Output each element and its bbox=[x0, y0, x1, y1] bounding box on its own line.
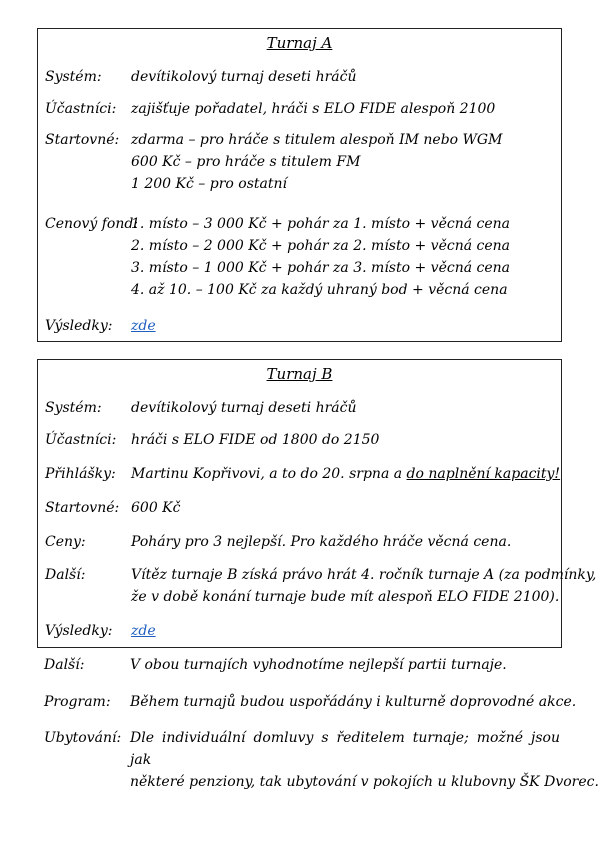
ceny-value: Poháry pro 3 nejlepší. Pro každého hráče věcná cena. bbox=[131, 534, 512, 550]
program-label: Program: bbox=[44, 694, 111, 710]
vysledky-link[interactable]: zde bbox=[131, 318, 156, 334]
ceny-label: Ceny: bbox=[45, 534, 86, 550]
dalsi-line: Vítěz turnaje B získá právo hrát 4. ročník turnaje A (za podmínky, bbox=[131, 567, 597, 583]
vysledky-label: Výsledky: bbox=[45, 318, 113, 334]
system-value: devítikolový turnaj deseti hráčů bbox=[131, 69, 357, 85]
system-label: Systém: bbox=[45, 69, 102, 85]
prihlasky-value bbox=[131, 466, 561, 482]
cenovy-fond-label: Cenový fond: bbox=[45, 216, 139, 232]
startovne-lines bbox=[131, 129, 556, 195]
startovne-label: Startovné: bbox=[45, 132, 120, 148]
program-value: Během turnajů budou uspořádány i kulturně doprovodné akce. bbox=[130, 694, 577, 710]
dalsi-value: V obou turnajích vyhodnotíme nejlepší partii turnaje. bbox=[130, 657, 507, 673]
cenovy-fond-line: 3. místo – 1 000 Kč + pohár za 3. místo + věcná cena bbox=[131, 260, 510, 276]
prihlasky-capacity-note: do naplnění kapacity! bbox=[406, 466, 561, 482]
startovne-line: 600 Kč – pro hráče s titulem FM bbox=[131, 154, 361, 170]
ucastnici-value: hráči s ELO FIDE od 1800 do 2150 bbox=[131, 432, 380, 448]
prihlasky-text: Martinu Kopřivovi, a to do 20. srpna a bbox=[131, 466, 407, 482]
ucastnici-value: zajišťuje pořadatel, hráči s ELO FIDE alespoň 2100 bbox=[131, 101, 496, 117]
system-label: Systém: bbox=[45, 400, 102, 416]
cenovy-fond-line: 4. až 10. – 100 Kč za každý uhraný bod + věcná cena bbox=[131, 282, 508, 298]
ucastnici-label: Účastníci: bbox=[45, 432, 117, 448]
startovne-line: zdarma – pro hráče s titulem alespoň IM nebo WGM bbox=[131, 132, 503, 148]
dalsi-label: Další: bbox=[45, 567, 86, 583]
cenovy-fond-line: 1. místo – 3 000 Kč + pohár za 1. místo + věcná cena bbox=[131, 216, 510, 232]
ubytovani-lines bbox=[130, 727, 599, 793]
ubytovani-line: některé penziony, tak ubytování v pokojích u klubovny ŠK Dvorec. bbox=[130, 774, 599, 790]
ucastnici-label: Účastníci: bbox=[45, 101, 117, 117]
startovne-label: Startovné: bbox=[45, 500, 120, 516]
dalsi-lines bbox=[131, 564, 597, 608]
turnaj-a-box bbox=[37, 28, 562, 342]
dalsi-label: Další: bbox=[44, 657, 85, 673]
cenovy-fond-line: 2. místo – 2 000 Kč + pohár za 2. místo + věcná cena bbox=[131, 238, 510, 254]
ubytovani-label: Ubytování: bbox=[44, 730, 122, 746]
startovne-value: 600 Kč bbox=[131, 500, 181, 516]
turnaj-b-title: Turnaj B bbox=[266, 365, 333, 383]
ubytovani-line: Dle individuální domluvy s ředitelem turnaje; možné jsou jak bbox=[130, 730, 560, 768]
startovne-line: 1 200 Kč – pro ostatní bbox=[131, 176, 287, 192]
cenovy-fond-lines bbox=[131, 213, 556, 301]
prihlasky-label: Přihlášky: bbox=[45, 466, 116, 482]
vysledky-link[interactable]: zde bbox=[131, 623, 156, 639]
turnaj-a-title: Turnaj A bbox=[266, 34, 333, 52]
system-value: devítikolový turnaj deseti hráčů bbox=[131, 400, 357, 416]
vysledky-label: Výsledky: bbox=[45, 623, 113, 639]
turnaj-b-box bbox=[37, 359, 597, 648]
dalsi-line: že v době konání turnaje bude mít alespoň ELO FIDE 2100). bbox=[131, 589, 560, 605]
